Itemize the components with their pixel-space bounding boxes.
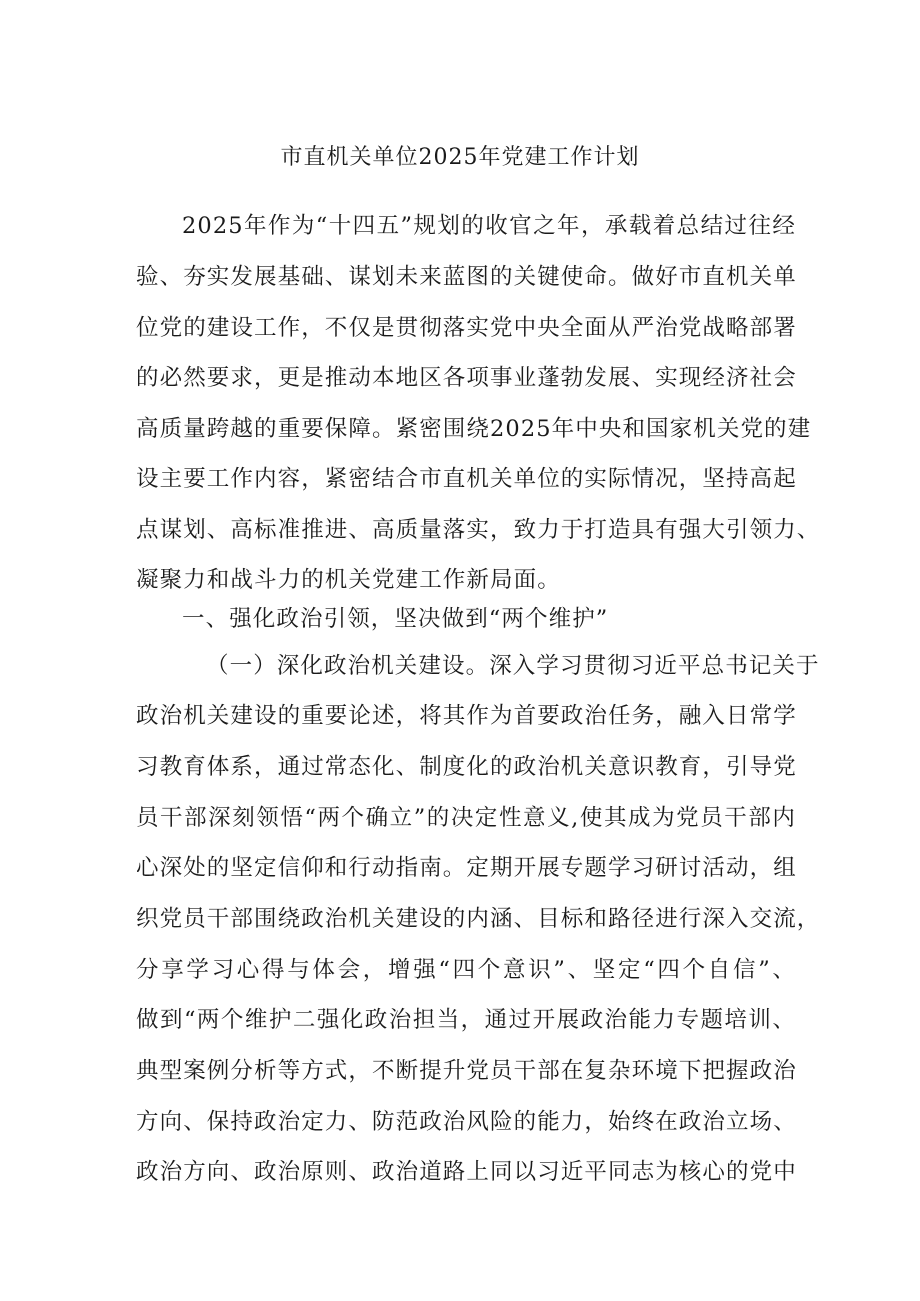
paragraph-line: （一）深化政治机关建设。深入学习贯彻习近平总书记关于 xyxy=(206,653,820,679)
paragraph-line: 位党的建设工作，不仅是贯彻落实党中央全面从严治党战略部署 xyxy=(136,315,797,341)
document-title: 市直机关单位2025年党建工作计划 xyxy=(280,145,640,170)
paragraph-line: 的必然要求，更是推动本地区各项事业蓬勃发展、实现经济社会 xyxy=(136,365,797,391)
paragraph-line: 员干部深刻领悟“两个确立”的决定性意义,使其成为党员干部内 xyxy=(136,805,796,831)
paragraph-line: 高质量跨越的重要保障。紧密围绕2025年中央和国家机关党的建 xyxy=(136,416,812,442)
paragraph-line: 验、夯实发展基础、谋划未来蓝图的关键使命。做好市直机关单 xyxy=(136,264,797,290)
paragraph-line: 设主要工作内容，紧密结合市直机关单位的实际情况，坚持高起 xyxy=(136,466,797,492)
paragraph-line: 心深处的坚定信仰和行动指南。定期开展专题学习研讨活动，组 xyxy=(136,855,797,881)
paragraph-line: 习教育体系，通过常态化、制度化的政治机关意识教育，引导党 xyxy=(136,754,797,780)
paragraph-line: 方向、保持政治定力、防范政治风险的能力，始终在政治立场、 xyxy=(136,1109,797,1135)
paragraph-line: 政治方向、政治原则、政治道路上同以习近平同志为核心的党中 xyxy=(136,1159,797,1185)
paragraph-line: 典型案例分析等方式，不断提升党员干部在复杂环境下把握政治 xyxy=(136,1058,797,1084)
paragraph-line: 2025年作为“十四五”规划的收官之年，承载着总结过往经 xyxy=(182,213,796,239)
paragraph-line: 分享学习心得与体会，增强“四个意识”、坚定“四个自信”、 xyxy=(136,957,796,983)
section-heading: 一、强化政治引领，坚决做到“两个维护” xyxy=(182,606,609,632)
paragraph-line: 凝聚力和战斗力的机关党建工作新局面。 xyxy=(136,567,561,593)
paragraph-line: 做到“两个维护二强化政治担当，通过开展政治能力专题培训、 xyxy=(136,1007,796,1033)
paragraph-line: 织党员干部围绕政治机关建设的内涵、目标和路径进行深入交流， xyxy=(136,906,821,932)
paragraph-line: 点谋划、高标准推进、高质量落实，致力于打造具有强大引领力、 xyxy=(136,517,821,543)
paragraph-line: 政治机关建设的重要论述，将其作为首要政治任务，融入日常学 xyxy=(136,703,797,729)
